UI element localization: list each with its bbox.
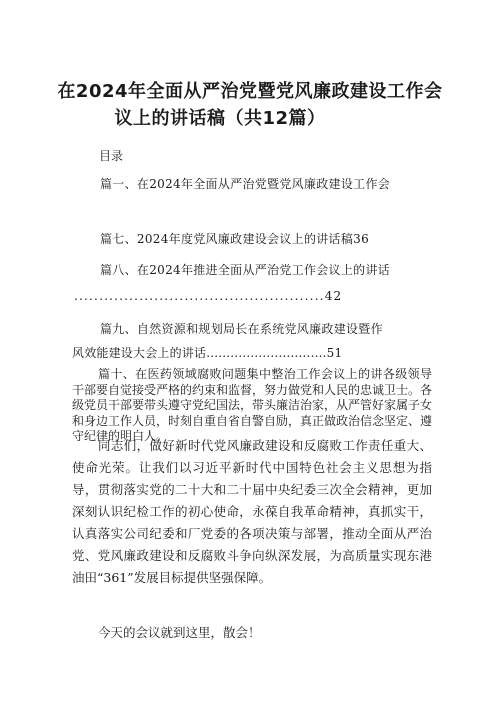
document-title-line-1: 在2024年全面从严治党暨党风廉政建设工作会 bbox=[57, 81, 443, 102]
toc-entry-8-leader: ..................................................42 bbox=[74, 289, 343, 303]
toc-entry-1[interactable]: 篇一、在2024年全面从严治党暨党风廉政建设工作会 bbox=[100, 177, 391, 191]
toc-entry-7[interactable]: 篇七、2024年度党风廉政建设会议上的讲话稿36 bbox=[100, 232, 370, 246]
paragraph-closing-remarks: 同志们，做好新时代党风廉政建设和反腐败工作责任重大、使命光荣。让我们以习近平新时代中国特色社会主义思想为指导，贯彻落实党的二十大和二十届中央纪委三次全会精神，更加深刻认识纪检工作的初心使命，永葆自我革命精神，真抓实干，认真落实公司纪委和厂党委的各项决策与部署，推动全面从严治党、党风廉政建设和反腐败斗争向纵深发展，为高质量实现东港油田“361”发展目标提供坚强保障。 bbox=[72, 438, 432, 585]
toc-entry-8[interactable]: 篇八、在2024年推进全面从严治党工作会议上的讲话 bbox=[100, 263, 391, 277]
document-title-line-2: 议上的讲话稿（共12篇） bbox=[114, 108, 326, 129]
paragraph-adjourn: 今天的会议就到这里，散会！ bbox=[98, 625, 261, 640]
paragraph-discipline: 篇十、在医药领域腐败问题集中整治工作会议上的讲各级领导干部要自觉接受严格的约束和监督，努力做党和人民的忠诚卫士。各级党员干部要带头遵守党纪国法，带头廉洁治家，从严管好家属子女和身边工作人员，时刻自重自省自警自励，真正做政治信念坚定、遵守纪律的明白人。 bbox=[72, 367, 433, 443]
toc-heading: 目录 bbox=[99, 149, 124, 163]
toc-entry-9-continued[interactable]: 风效能建设大会上的讲话..............................51 bbox=[72, 346, 343, 360]
toc-entry-9[interactable]: 篇九、自然资源和规划局长在系统党风廉政建设暨作 bbox=[100, 322, 383, 336]
